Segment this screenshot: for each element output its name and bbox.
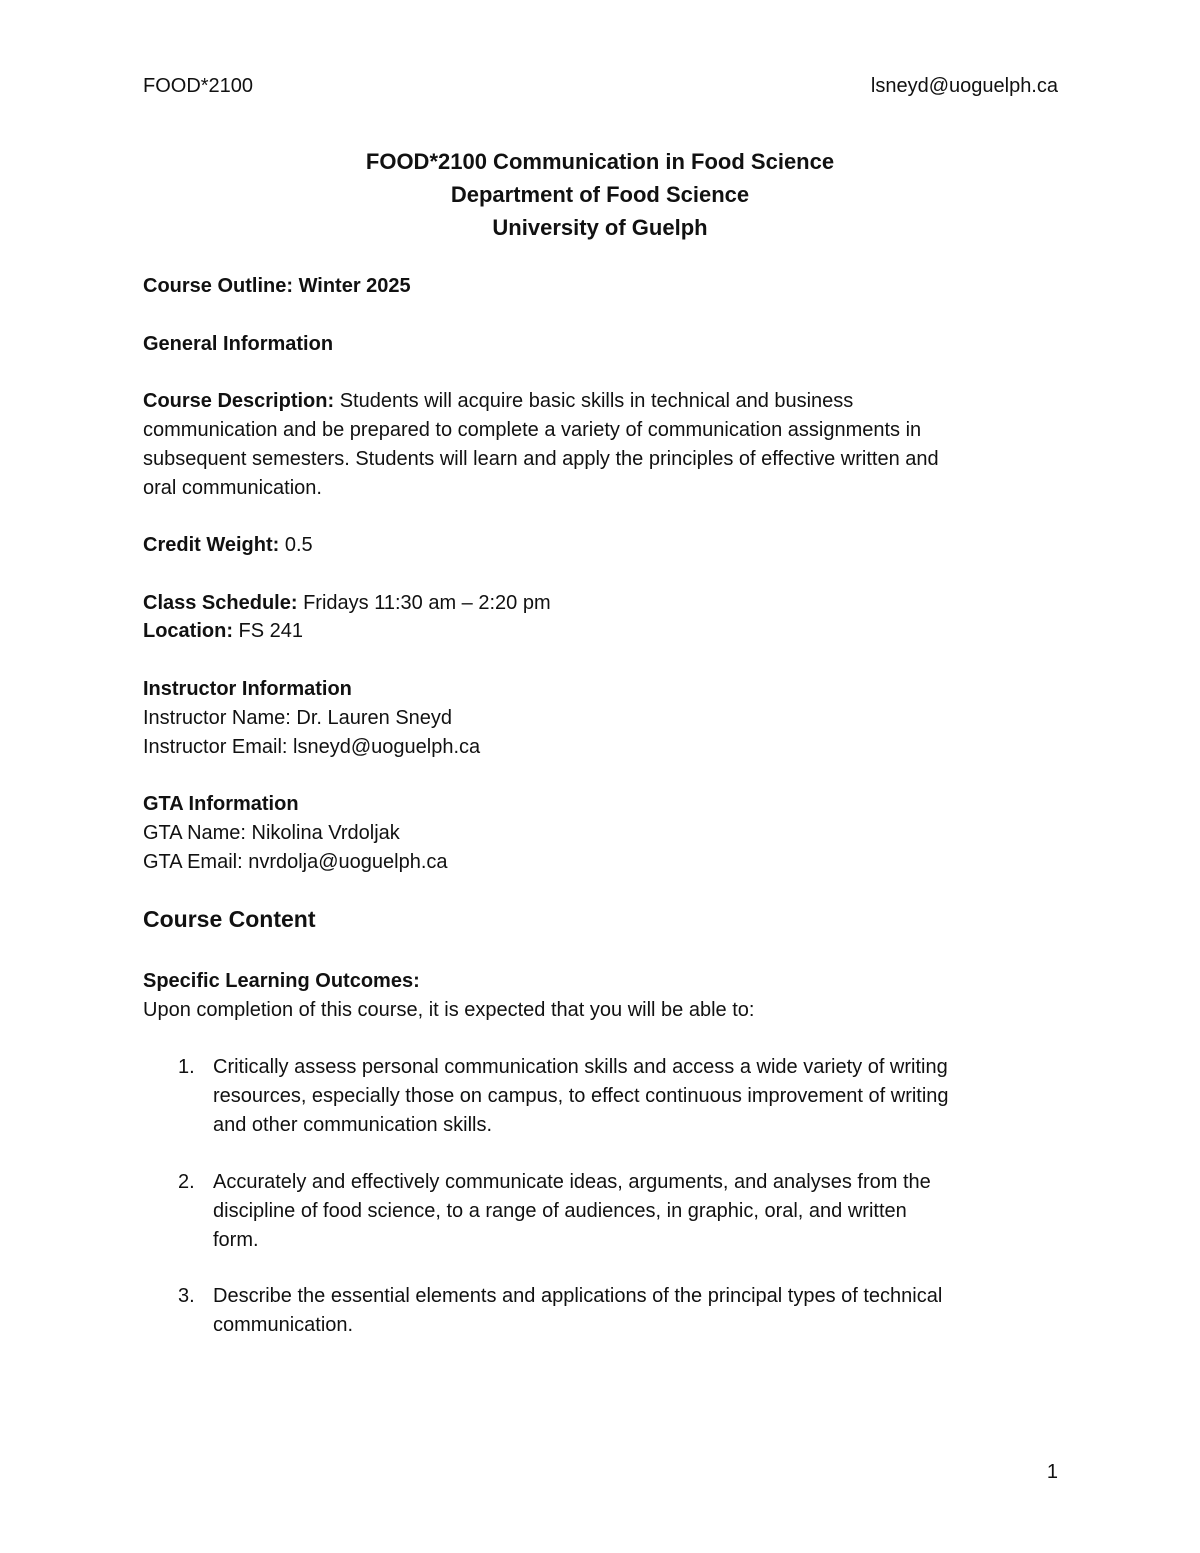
title-course: FOOD*2100 Communication in Food Science <box>365 149 835 174</box>
location-label: Location: <box>143 620 233 642</box>
title-department: Department of Food Science <box>450 182 750 207</box>
header-email: lsneyd@uoguelph.ca <box>870 75 1058 97</box>
learning-outcomes-heading: Specific Learning Outcomes: <box>143 970 420 992</box>
learning-outcomes <box>143 967 1063 1025</box>
class-schedule-label: Class Schedule: <box>143 592 298 614</box>
list-item-number: 1. <box>178 1056 195 1078</box>
course-description-line-2: communication and be prepared to complete a variety of communication assignments in <box>143 419 922 441</box>
credit-weight-label: Credit Weight: <box>143 534 280 556</box>
gta-heading: GTA Information <box>143 793 299 815</box>
course-outline-label: Course Outline: Winter 2025 <box>143 275 411 297</box>
course-content-heading: Course Content <box>143 906 316 932</box>
course-description-line-1: Students will acquire basic skills in technical and business <box>334 390 854 412</box>
instructor-name: Instructor Name: Dr. Lauren Sneyd <box>143 707 453 729</box>
title-university: University of Guelph <box>492 215 708 240</box>
list-item-text <box>213 1168 1068 1255</box>
list-item-number: 3. <box>178 1285 195 1307</box>
location <box>143 617 1063 646</box>
list-item-line: resources, especially those on campus, to effect continuous improvement of writing <box>213 1085 949 1107</box>
header-course-code: FOOD*2100 <box>143 75 254 97</box>
learning-outcomes-intro: Upon completion of this course, it is expected that you will be able to: <box>143 999 755 1021</box>
list-item-line: and other communication skills. <box>213 1114 493 1136</box>
class-schedule <box>143 589 1063 618</box>
gta-name: GTA Name: Nikolina Vrdoljak <box>143 822 400 844</box>
credit-weight <box>143 531 1063 560</box>
location-value: FS 241 <box>233 620 304 642</box>
list-item-line: form. <box>213 1229 259 1251</box>
list-item-line: Describe the essential elements and applications of the principal types of technical <box>213 1285 943 1307</box>
course-description-line-4: oral communication. <box>143 477 322 499</box>
course-description <box>143 387 1063 503</box>
course-description-line-3: subsequent semesters. Students will learn and apply the principles of effective written and <box>143 448 939 470</box>
gta-email: GTA Email: nvrdolja@uoguelph.ca <box>143 851 448 873</box>
list-item-number: 2. <box>178 1171 195 1193</box>
document-title <box>0 145 1200 244</box>
general-info-heading: General Information <box>143 333 334 355</box>
list-item-line: Accurately and effectively communicate ideas, arguments, and analyses from the <box>213 1171 931 1193</box>
list-item-line: discipline of food science, to a range of audiences, in graphic, oral, and written <box>213 1200 907 1222</box>
course-description-label: Course Description: <box>143 390 335 412</box>
list-item-line: communication. <box>213 1314 354 1336</box>
instructor-email: Instructor Email: lsneyd@uoguelph.ca <box>143 736 481 758</box>
class-schedule-value: Fridays 11:30 am – 2:20 pm <box>297 592 551 614</box>
gta-info <box>143 790 1063 877</box>
page-number: 1 <box>1046 1461 1058 1483</box>
credit-weight-value: 0.5 <box>279 534 313 556</box>
list-item-text <box>213 1282 1068 1340</box>
instructor-info <box>143 675 1063 762</box>
list-item-line: Critically assess personal communication skills and access a wide variety of writing <box>213 1056 948 1078</box>
instructor-heading: Instructor Information <box>143 678 352 700</box>
list-item-text <box>213 1053 1068 1140</box>
